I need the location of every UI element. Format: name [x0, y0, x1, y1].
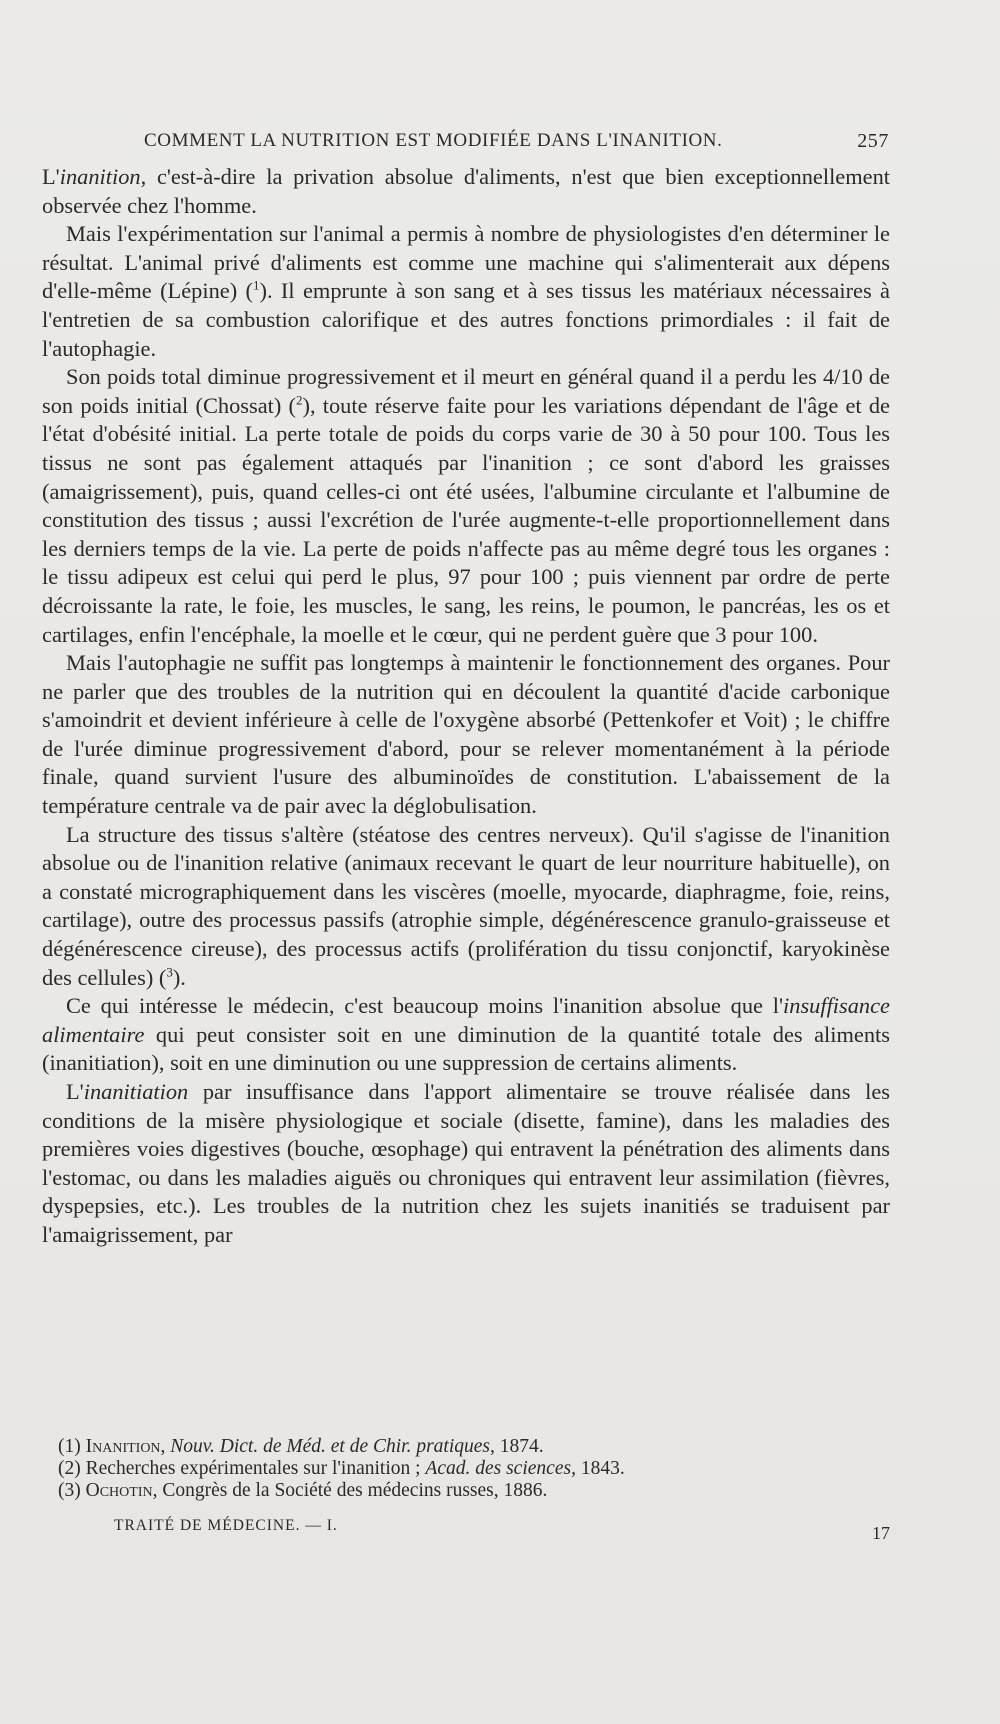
running-title: COMMENT LA NUTRITION EST MODIFIÉE DANS L'INANITION.	[144, 130, 723, 151]
footnote-3	[58, 1480, 890, 1502]
text-run: ).	[172, 964, 186, 990]
paragraph-5	[42, 821, 890, 993]
footnote-mark: (3)	[58, 1480, 81, 1501]
text-run: ). Il emprunte à son sang et à ses tissus les matériaux nécessaires à l'entretien de sa combustion calorifique et des autres fonctions primordiales : il fait de l'autophagie.	[42, 278, 890, 361]
footnote-mark: (2)	[58, 1458, 81, 1479]
footnote-author: Inanition,	[85, 1436, 166, 1457]
text-run: ), toute réserve faite pour les variations dépendant de l'âge et de l'état d'obésité initial. La perte totale de poids du corps varie de 30 à 50 pour 100. Tous les tissus ne sont pas également attaqués par l'inanition ; ce sont d'abord les graisses (amaigrissement), puis, quand celles-ci ont été usées, l'albumine circulante et l'albumine de constitution des tissus ; aussi l'excrétion de l'urée augmente-t-elle proportionnellement dans les derniers temps de la vie. La perte de poids n'affecte pas au même degré tous les organes : le tissu adipeux est celui qui perd le plus, 97 pour 100 ; puis viennent par ordre de perte décroissante la rate, le foie, les muscles, le sang, les reins, le poumon, le pancréas, les os et cartilages, enfin l'encéphale, la moelle et le cœur, qui ne perdent guère que 3 pour 100.	[42, 392, 890, 647]
text-run: L'	[66, 1079, 84, 1104]
page-number: 257	[857, 130, 889, 152]
footnote-text: , 1843.	[571, 1458, 625, 1479]
italic-term: inanitiation	[83, 1079, 189, 1104]
footnote-1	[58, 1436, 890, 1458]
text-run: Ce qui intéresse le médecin, c'est beaucoup moins l'inanition absolue que l'	[66, 993, 784, 1019]
footnote-text: Recherches expérimentales sur l'inanition ;	[85, 1458, 426, 1479]
italic-term: inanition	[59, 164, 141, 189]
text-run: Mais l'autophagie ne suffit pas longtemps à maintenir le fonctionnement des organes. Pour ne parler que des troubles de la nutrition qui en découlent la quantité d'acide carbonique s'amoindrit et devient inférieure à celle de l'oxygène absorbé (Pettenkofer et Voit) ; le chiffre de l'urée diminue progressivement d'abord, pour se relever momentanément à la période finale, quand survient l'usure des albuminoïdes de constitution. L'abaissement de la température centrale va de pair avec la déglobulisation.	[42, 650, 890, 819]
footnote-text: Congrès de la Société des médecins russes, 1886.	[157, 1480, 548, 1501]
footnote-mark: (1)	[58, 1436, 81, 1457]
paragraph-3	[42, 363, 890, 649]
text-run: par insuffisance dans l'apport alimentaire se trouve réalisée dans les conditions de la misère physiologique et sociale (disette, famine), dans les maladies des premières voies digestives (bouche, œsophage) qui entravent la pénétration des aliments dans l'estomac, ou dans les maladies aiguës ou chroniques qui entravent leur assimilation (fièvres, dyspepsies, etc.). Les troubles de la nutrition chez les sujets inanitiés se traduisent par l'amaigrissement, par	[42, 1079, 890, 1247]
paragraph-2	[42, 220, 890, 363]
paragraph-7	[42, 1078, 890, 1250]
footnote-ref: 3	[166, 964, 173, 980]
book-title: TRAITÉ DE MÉDECINE. — I.	[114, 1517, 338, 1534]
footnote-author: Ochotin,	[85, 1480, 158, 1501]
paragraph-1	[42, 163, 890, 220]
text-run: Mais l'expérimentation sur l'animal a permis à nombre de physiologistes d'en déterminer le résultat. L'animal privé d'aliments est comme une machine qui s'alimenterait aux dépens d'elle-même (Lépine) (	[42, 221, 890, 304]
text-run: qui peut consister soit en une diminution de la quantité totale des aliments (inanitiation), soit en une diminution ou une suppression de certains aliments.	[42, 1021, 890, 1076]
footnote-title: Acad. des sciences	[425, 1458, 572, 1479]
text-run: , c'est-à-dire la privation absolue d'aliments, n'est que bien exceptionnellement observée chez l'homme.	[42, 164, 890, 218]
italic-term: insuffisance alimentaire	[42, 993, 890, 1047]
body-text	[42, 163, 890, 1250]
text-run: L'	[42, 164, 60, 189]
page-footer	[114, 1517, 890, 1543]
running-header	[144, 130, 889, 152]
text-run: La structure des tissus s'altère (stéatose des centres nerveux). Qu'il s'agisse de l'inanition absolue ou de l'inanition relative (animaux recevant le quart de leur nourriture habituelle), on a constaté micrographiquement dans les viscères (moelle, myocarde, diaphragme, foie, reins, cartilage), outre des processus passifs (atrophie simple, dégénérescence granulo-graisseuse et dégénérescence cireuse), des processus actifs (prolifération du tissu conjonctif, karyokinèse des cellules) (	[42, 821, 890, 990]
footnote-text: , 1874.	[490, 1436, 544, 1457]
text-run: Son poids total diminue progressivement et il meurt en général quand il a perdu les 4/10 de son poids initial (Chossat) (	[42, 364, 890, 418]
paragraph-4	[42, 649, 890, 821]
footnote-title: Nouv. Dict. de Méd. et de Chir. pratiques	[170, 1436, 491, 1457]
footnotes	[58, 1436, 890, 1502]
footnote-ref: 1	[253, 277, 260, 293]
signature-mark: 17	[872, 1523, 890, 1543]
footnote-ref: 2	[295, 392, 303, 408]
paragraph-6	[42, 992, 890, 1078]
footnote-2	[58, 1458, 890, 1480]
